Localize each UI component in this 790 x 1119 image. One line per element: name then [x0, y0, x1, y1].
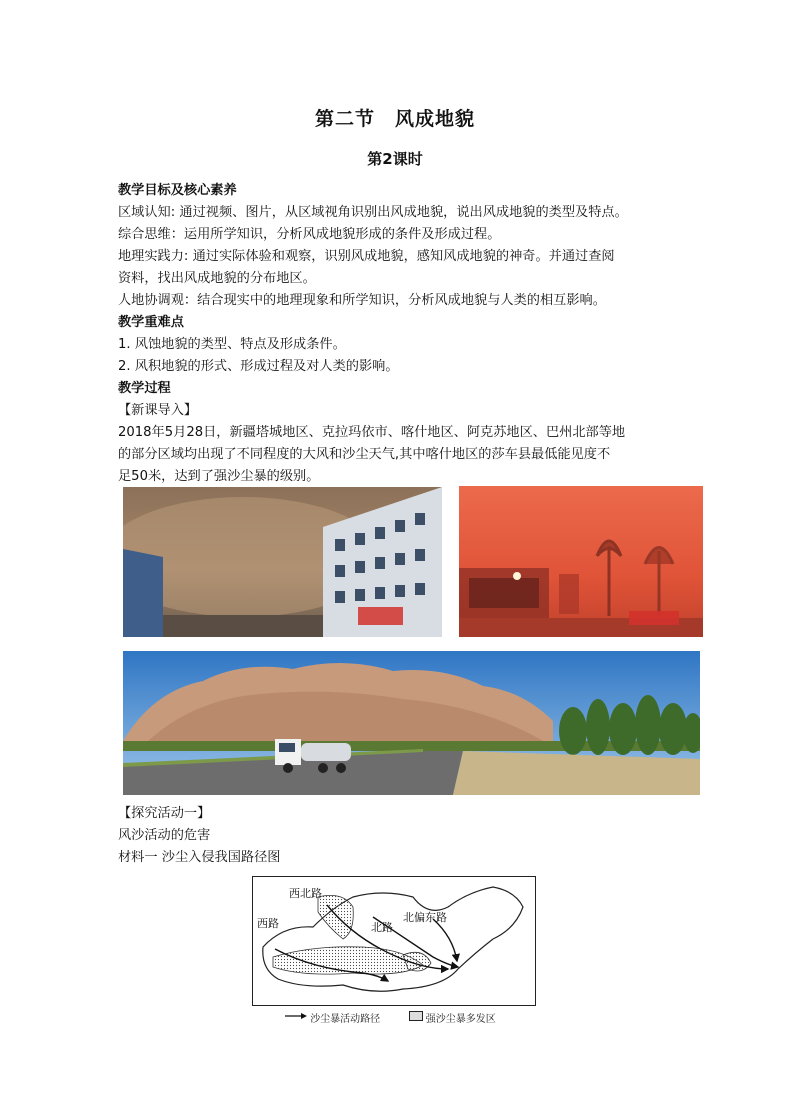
key-point-item: 2. 风积地貌的形式、形成过程及对人类的影响。 — [118, 359, 399, 374]
legend-area-label: 强沙尘暴多发区 — [425, 1014, 496, 1025]
dust-storm-building-photo — [123, 487, 442, 637]
dust-route-map — [252, 876, 536, 1006]
key-points-heading: 教学重难点 — [118, 315, 184, 330]
objective-line: 地理实践力: 通过实际体验和观察，识别风成地貌，感知风成地貌的神奇。并通过查阅 — [118, 249, 615, 264]
lesson-title: 第2课时 — [367, 150, 423, 168]
objective-line: 人地协调观：结合现实中的地理现象和所学知识，分析风成地貌与人类的相互影响。 — [118, 293, 606, 308]
objective-line: 区域认知: 通过视频、图片，从区域视角识别出风成地貌，说出风成地貌的类型及特点。 — [118, 205, 628, 220]
activity-topic: 风沙活动的危害 — [118, 828, 211, 843]
legend-route-label: 沙尘暴活动路径 — [310, 1014, 381, 1025]
objective-line: 综合思维：运用所学知识，分析风成地貌形成的条件及形成过程。 — [118, 227, 501, 242]
arrow-icon — [285, 1012, 307, 1023]
intro-line: 的部分区域均出现了不同程度的大风和沙尘天气,其中喀什地区的莎车县最低能见度不 — [118, 447, 611, 462]
activity-section — [118, 803, 678, 869]
dust-wall-panorama-photo — [123, 651, 700, 795]
route-label-west: 西路 — [257, 917, 279, 930]
page-title: 第二节 风成地貌 — [314, 108, 475, 130]
route-label-north: 北路 — [371, 921, 393, 934]
objectives-section — [118, 180, 678, 488]
objective-line: 资料，找出风成地貌的分布地区。 — [118, 271, 316, 286]
key-point-item: 1. 风蚀地貌的类型、特点及形成条件。 — [118, 337, 346, 352]
red-sandstorm-photo — [459, 486, 703, 637]
intro-line: 足50米，达到了强沙尘暴的级别。 — [118, 469, 320, 484]
route-label-north-east: 北偏东路 — [403, 911, 447, 924]
process-heading: 教学过程 — [118, 381, 171, 396]
hatched-area-icon — [409, 1011, 423, 1024]
objectives-heading: 教学目标及核心素养 — [118, 183, 237, 198]
intro-label: 【新课导入】 — [118, 403, 198, 418]
material-caption: 材料一 沙尘入侵我国路径图 — [118, 850, 281, 865]
intro-line: 2018年5月28日，新疆塔城地区、克拉玛依市、喀什地区、阿克苏地区、巴州北部等地 — [118, 425, 626, 440]
route-label-northwest: 西北路 — [289, 887, 322, 900]
map-legend — [285, 1010, 496, 1025]
activity-label: 【探究活动一】 — [118, 806, 211, 821]
